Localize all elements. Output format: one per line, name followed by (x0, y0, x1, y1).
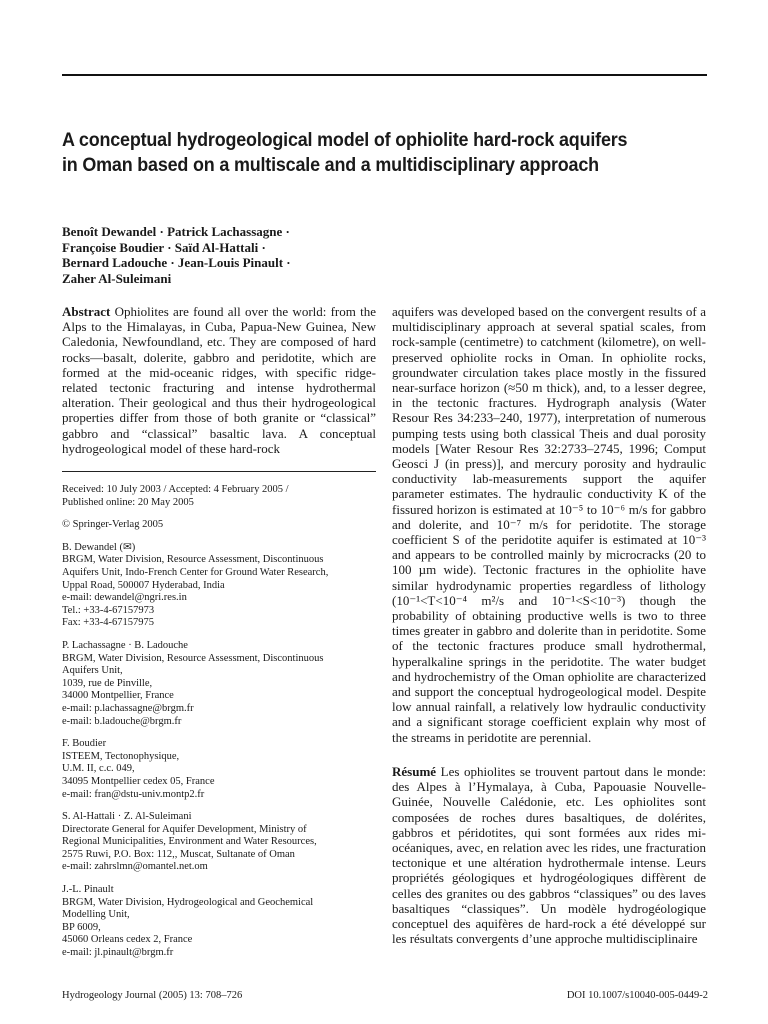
affiliation-author: S. Al-Hattali · Z. Al-Suleimani (62, 811, 192, 823)
abstract-label: Abstract (62, 304, 111, 319)
affiliation-line: 34095 Montpellier cedex 05, France (62, 775, 215, 787)
affiliation-line: BRGM, Water Division, Resource Assessment, Discontinuous (62, 652, 324, 664)
affiliation-line: ISTEEM, Tectonophysique, (62, 750, 180, 762)
received-line: Received: 10 July 2003 / Accepted: 4 February 2005 / (62, 484, 289, 496)
author-line: Benoît Dewandel · Patrick Lachassagne · (62, 224, 290, 239)
affiliation-line: Aquifers Unit, Indo-French Center for Ground Water Research, (62, 567, 329, 578)
affiliation-line: U.M. II, c.c. 049, (62, 763, 135, 775)
phone-line: Tel.: +33-4-67157973 (62, 604, 155, 616)
abstract-divider (62, 471, 376, 472)
affiliation-line: Uppal Road, 500007 Hyderabad, India (62, 579, 225, 591)
email-link[interactable]: e-mail: dewandel@ngri.res.in (62, 592, 187, 604)
affiliation-author: B. Dewandel (✉) (62, 541, 136, 553)
affiliation-block (62, 640, 376, 728)
journal-citation: Hydrogeology Journal (2005) 13: 708–726 (62, 990, 243, 1001)
abstract-paragraph (62, 304, 376, 456)
affiliation-line: 2575 Ruwi, P.O. Box: 112,, Muscat, Sultanate of Oman (62, 848, 295, 860)
published-line: Published online: 20 May 2005 (62, 496, 194, 508)
affiliation-line: Regional Municipalities, Environment and Water Resources, (62, 836, 317, 848)
affiliation-line: Directorate General for Aquifer Development, Ministry of (62, 823, 307, 835)
author-line: Bernard Ladouche · Jean-Louis Pinault · (62, 255, 291, 270)
article-title: A conceptual hydrogeological model of ophiolite hard-rock aquifers in Oman based on a multiscale and a multidisciplinary approach (62, 129, 628, 176)
affiliation-block (62, 738, 376, 801)
affiliation-line: 1039, rue de Pinville, (62, 677, 153, 689)
fax-line: Fax: +33-4-67157975 (62, 617, 154, 629)
copyright: © Springer-Verlag 2005 (62, 519, 164, 531)
affiliation-line: BP 6009, (62, 921, 101, 933)
affiliation-author: F. Boudier (62, 738, 107, 750)
abstract-text-left: Ophiolites are found all over the world: from the Alps to the Himalayas, in Cuba, Papua-New Guinea, New Caledonia, Newfoundland, etc. They are composed of hard rocks—basalt, dolerite, gabbro and peridotite, which are formed at the mid-oceanic ridges, with specific ridge-related tectonic fracturing and intense hydrothermal alteration. Their geological and thus their hydrogeological properties differ from those of both granite or “classical” gabbro and “classical” basaltic lava. A conceptual hydrogeological model of these hard-rock (62, 304, 377, 456)
right-column (392, 304, 706, 946)
left-column (62, 304, 376, 970)
affiliation-line: Modelling Unit, (62, 909, 130, 921)
doi[interactable]: DOI 10.1007/s10040-005-0449-2 (566, 990, 708, 1001)
affiliation-author: P. Lachassagne · B. Ladouche (62, 639, 188, 651)
email-link[interactable]: e-mail: jl.pinault@brgm.fr (62, 947, 174, 959)
email-link[interactable]: e-mail: fran@dstu-univ.montp2.fr (62, 788, 205, 800)
top-rule (62, 74, 707, 76)
author-line: Zaher Al-Suleimani (62, 270, 172, 286)
author-list (62, 224, 362, 286)
resume-label: Résumé (392, 763, 437, 779)
affiliation-block (62, 811, 376, 874)
affiliation-author: J.-L. Pinault (62, 884, 114, 896)
affiliation-line: 45060 Orleans cedex 2, France (62, 934, 193, 946)
received-dates (62, 484, 376, 509)
email-link[interactable]: e-mail: b.ladouche@brgm.fr (62, 715, 182, 727)
abstract-text-right: aquifers was developed based on the convergent results of a multidisciplinary approach at several spatial scales, from rock-sample (centimetre) to catchment (kilometre), on well-preserved ophiolite rocks in Oman. In ophiolite rocks, groundwater circulation takes place mostly in the fissured near-surface horizon (≈50 m thick), and, to a lesser degree, in the tectonic fractures. Hydrograph analysis (Water Resour Res 34:233–240, 1977), interpretation of numerous pumping tests using both classical Theis and dual porosity models [Water Resour Res 32:2733–2745, 1996; Comput Geosci J (in press)], and mercury porosity and hydraulic conductivity lab-measurements support the aquifer parameter estimates. The hydraulic conductivity K of the fissured horizon is estimated at 10⁻⁵ to 10⁻⁶ m/s for gabbro and dolerite, and 10⁻⁷ m/s for peridotite. The storage coefficient S of the peridotite aquifer is estimated at 10⁻³ and appears to be controlled mainly by microcracks (20 to 100 µm wide). Tectonic fractures in the ophiolite have similar hydrodynamic properties regardless of lithology (10⁻¹<T<10⁻⁴ m²/s and 10⁻¹<S<10⁻³) though the probability of obtaining productive wells is two to three times greater in gabbro and dolerite than in peridotite. Some of the tectonic fractures produce small hydrothermal, hyperalkaline springs in the peridotite. The water budget and hydrochemistry of the Oman ophiolite are characterized and support the conceptual hydrogeological model. Despite low annual rainfall, a relatively low hydraulic conductivity and a significant storage coefficient explain why most of the streams in peridotite are perennial. (392, 304, 706, 745)
affiliation-line: 34000 Montpellier, France (62, 690, 174, 702)
resume-text: Les ophiolites se trouvent partout dans le monde: des Alpes à l’Hymalaya, à Cuba, Papouasie Nouvelle-Guinée, Nouvelle Calédonie, etc. Les ophiolites sont composées de roches dures basaltiques, de dolérites, gabbros et péridotites, qui sont formées aux rides mi-océaniques, avec, en relation avec les rides, une fracturation tectonique et une altération hydrothermale intense. Leurs propriétés géologiques et hydrogéologiques diffèrent de celles des granites ou des gabbros “classiques” ou des laves basaltiques “classiques”. Un modèle hydrogéologique conceptuel des aquifères de hard-rock a été développé sur les résultats convergents d’une approche multidisciplinaire (392, 763, 706, 947)
affiliations (62, 542, 376, 960)
affiliation-block (62, 884, 376, 960)
resume-paragraph (392, 764, 706, 946)
affiliation-block (62, 542, 376, 630)
author-line: Françoise Boudier · Saïd Al-Hattali · (62, 239, 266, 255)
email-link[interactable]: e-mail: zahrslmn@omantel.net.om (62, 861, 208, 873)
affiliation-line: BRGM, Water Division, Hydrogeological and Geochemical (62, 896, 314, 908)
email-link[interactable]: e-mail: p.lachassagne@brgm.fr (62, 702, 194, 714)
affiliation-line: Aquifers Unit, (62, 665, 123, 677)
affiliation-line: BRGM, Water Division, Resource Assessment, Discontinuous (62, 554, 324, 566)
